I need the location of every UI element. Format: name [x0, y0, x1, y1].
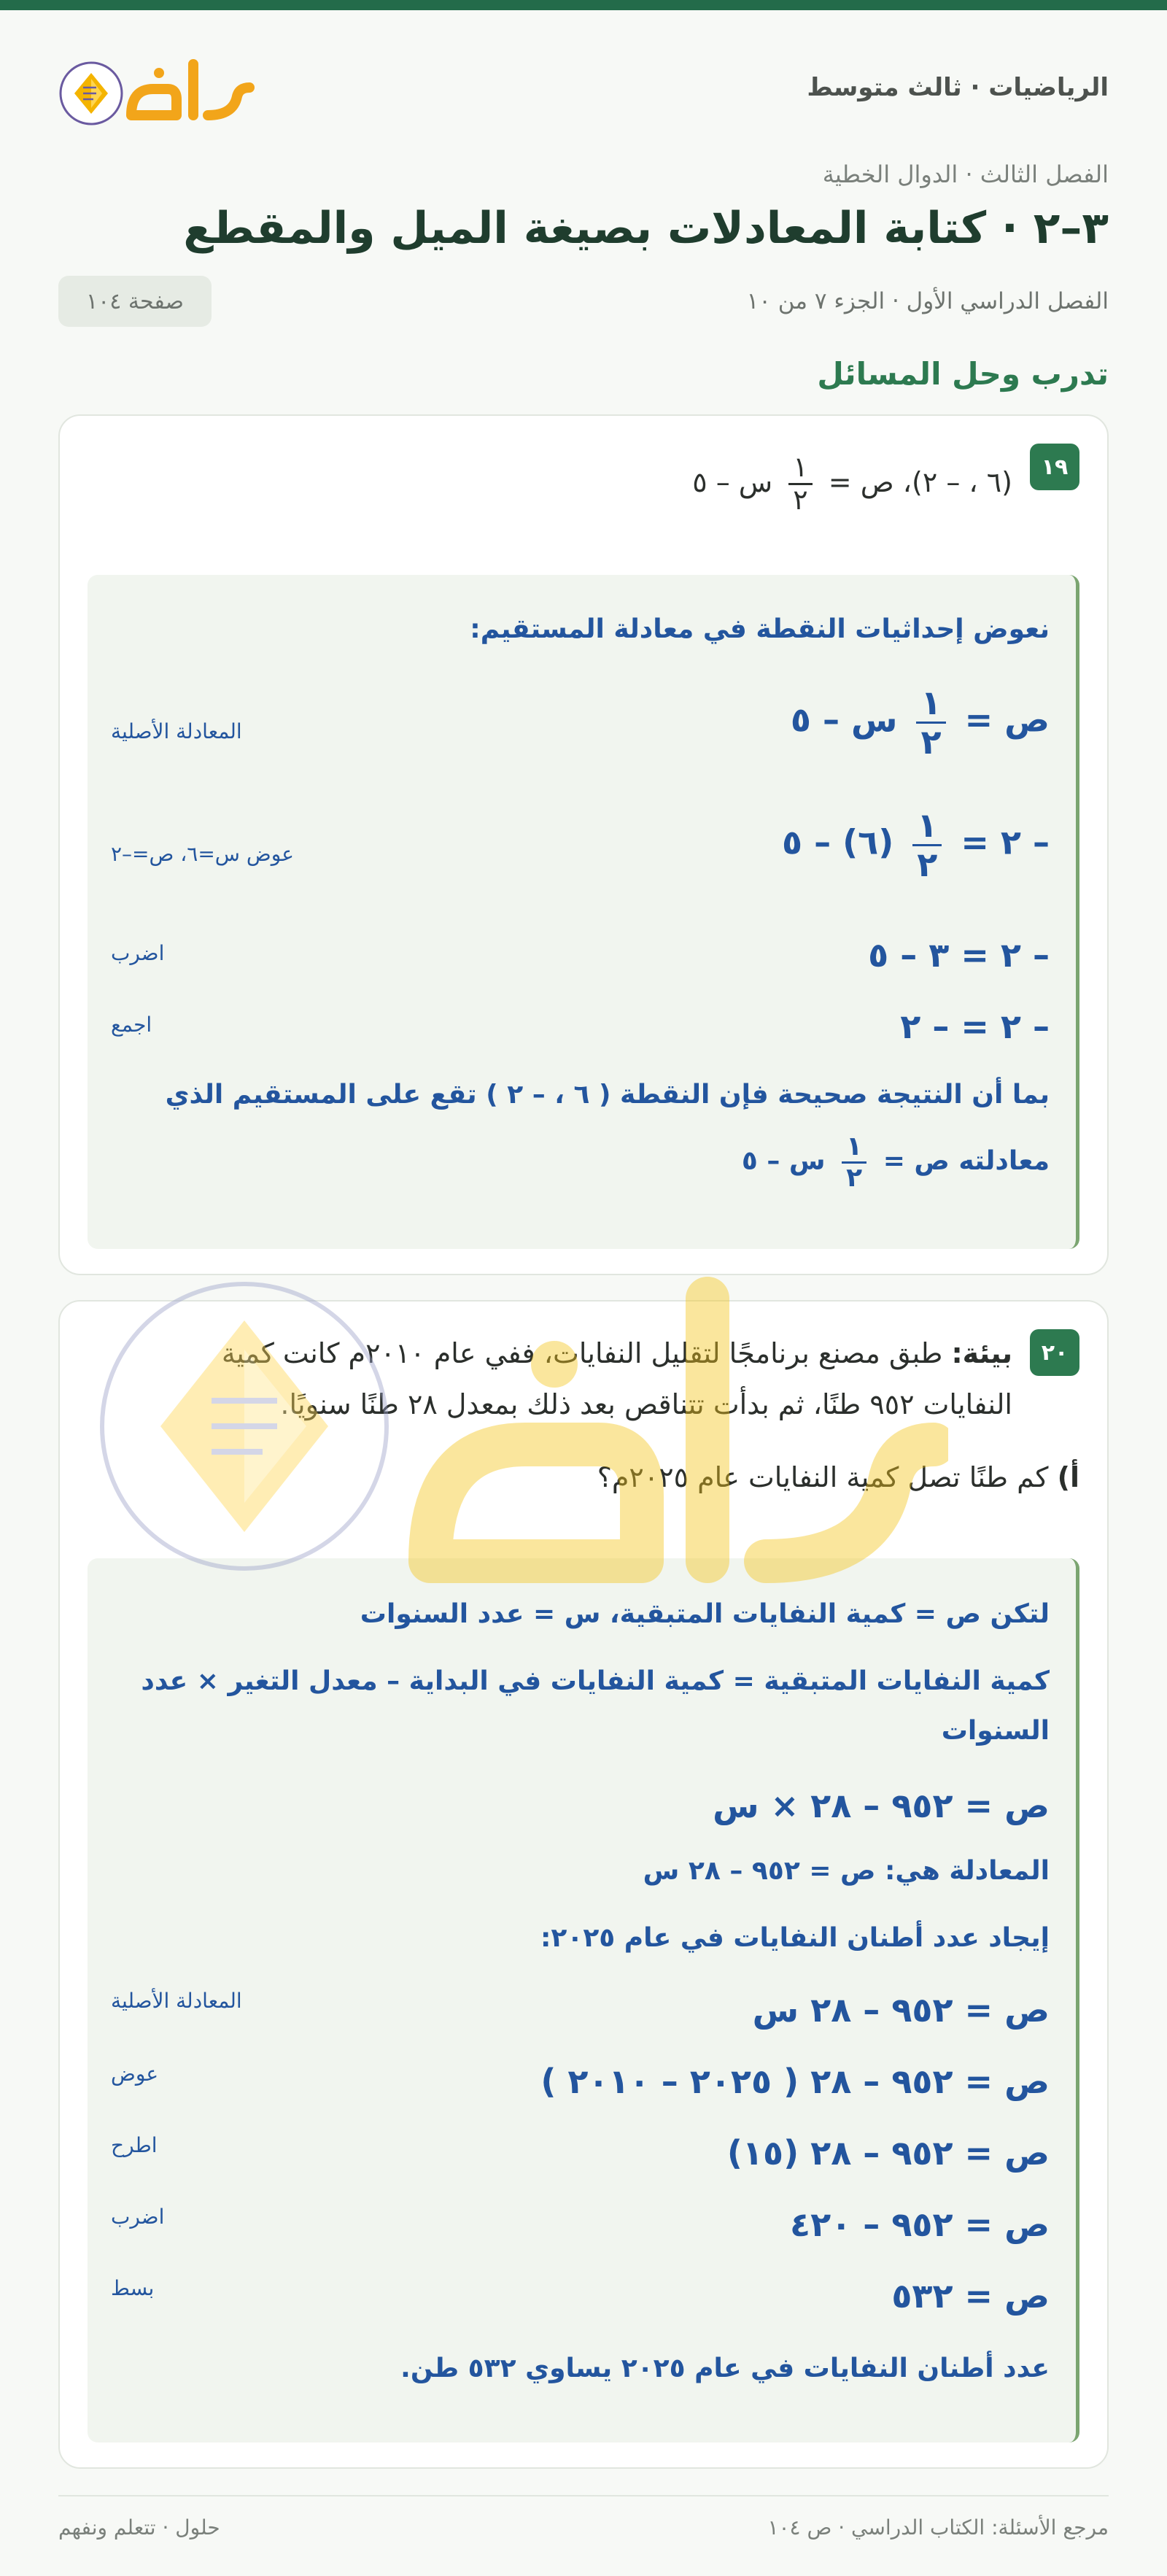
step-left: ص = [964, 700, 1050, 740]
fraction-numerator: ١ [846, 1132, 863, 1161]
question-card-19 [58, 414, 1109, 1275]
question-tail: س – ٥ [692, 465, 773, 498]
step-right: (٦) – ٥ [781, 822, 894, 862]
term-label: الفصل الدراسي الأول · الجزء ٧ من ١٠ [746, 288, 1109, 314]
step-note: المعادلة الأصلية [111, 719, 242, 743]
fraction-denominator: ٢ [842, 1161, 866, 1193]
step-note: اطرح [111, 2133, 158, 2157]
question-number-badge: ٢٠ [1030, 1329, 1079, 1376]
solution-equation: ص = ٩٥٢ – ٢٨ × س [713, 1786, 1050, 1825]
solution-step: ص = ٩٥٢ – ٢٨ (١٥) [726, 2133, 1050, 2173]
solution-step: – ٢ = – ٢ [900, 1007, 1050, 1046]
step-note: اضرب [111, 2205, 165, 2229]
step-note: المعادلة الأصلية [111, 1989, 242, 2013]
question-part [597, 1452, 1079, 1503]
conclusion-left: معادلته ص = [883, 1146, 1050, 1177]
footer-slogan: حلول · تتعلم ونفهم [58, 2515, 220, 2540]
solution-step [782, 807, 1050, 883]
solution-conclusion: بما أن النتيجة صحيحة فإن النقطة ( ٦ ، – ٢ ) تقع على المستقيم الذي [165, 1080, 1050, 1110]
solution-rule: السنوات [941, 1716, 1050, 1746]
fraction-denominator: ٢ [788, 483, 812, 516]
solution-step: ص = ٩٥٢ – ٢٨ س [752, 1990, 1050, 2030]
question-label: بيئة: [951, 1337, 1012, 1369]
question-number-badge: ١٩ [1030, 444, 1079, 490]
solution-step [791, 684, 1050, 760]
part-text: كم طنًا تصل كمية النفايات عام ٢٠٢٥م؟ [597, 1461, 1049, 1493]
solution-box [88, 575, 1079, 1249]
fraction-denominator: ٢ [916, 722, 945, 761]
solution-step: – ٢ = ٣ – ٥ [868, 935, 1050, 975]
subject-label: الرياضيات · ثالث متوسط [807, 73, 1109, 102]
step-note: اجمع [111, 1013, 152, 1037]
step-note: بسط [111, 2276, 155, 2300]
solution-step: ص = ٩٥٢ – ٤٢٠ [790, 2205, 1050, 2244]
part-label: أ) [1057, 1461, 1079, 1493]
solution-rule: كمية النفايات المتبقية = كمية النفايات في البداية – معدل التغير × عدد [141, 1666, 1050, 1696]
question-point: (٦ ، – ٢)، ص = [828, 465, 1012, 498]
footer-divider [58, 2495, 1109, 2496]
fraction [916, 684, 945, 760]
question-text-line1: طبق مصنع برنامجًا لتقليل النفايات، ففي عام ٢٠١٠م كانت كمية [221, 1337, 943, 1369]
solution-intro: نعوض إحداثيات النقطة في معادلة المستقيم: [470, 614, 1050, 644]
solution-answer: عدد أطنان النفايات في عام ٢٠٢٥ يساوي ٥٣٢ طن. [400, 2353, 1050, 2383]
question-text [692, 452, 1012, 516]
solution-find: إيجاد عدد أطنان النفايات في عام ٢٠٢٥: [540, 1923, 1050, 1953]
fraction-denominator: ٢ [912, 844, 942, 883]
step-note: اضرب [111, 941, 165, 965]
page-header [58, 45, 1109, 140]
solution-box [88, 1558, 1079, 2442]
top-accent-bar [0, 0, 1167, 10]
chapter-label: الفصل الثالث · الدوال الخطية [822, 160, 1109, 188]
fraction-numerator: ١ [917, 805, 938, 845]
question-text [222, 1328, 1012, 1379]
solution-step: ص = ٥٣٢ [891, 2276, 1050, 2316]
step-left: – ٢ = [961, 822, 1050, 862]
fraction [912, 807, 942, 883]
page-number-badge: صفحة ١٠٤ [58, 276, 212, 327]
brand-logo[interactable] [58, 45, 263, 140]
section-title: تدرب وحل المسائل [817, 356, 1109, 392]
step-note: عوض [111, 2062, 159, 2086]
conclusion-right: س – ٥ [741, 1146, 826, 1177]
solution-step: ص = ٩٥٢ – ٢٨ ( ٢٠٢٥ – ٢٠١٠ ) [540, 2062, 1050, 2101]
question-text-line2: النفايات ٩٥٢ طنًا، ثم بدأت تتناقص بعد ذلك بمعدل ٢٨ طنًا سنويًا. [280, 1388, 1012, 1420]
fraction [788, 452, 812, 516]
solution-conclusion [742, 1132, 1050, 1192]
fraction-numerator: ١ [793, 451, 808, 483]
page-title: ٣–٢ · كتابة المعادلات بصيغة الميل والمقطع [183, 203, 1109, 254]
brand-logo-mark [58, 45, 263, 140]
solution-let: لتكن ص = كمية النفايات المتبقية، س = عدد السنوات [360, 1599, 1050, 1629]
fraction [842, 1132, 866, 1192]
step-right: س – ٥ [790, 700, 898, 740]
solution-equation-statement: المعادلة هي: ص = ٩٥٢ – ٢٨ س [643, 1856, 1050, 1886]
footer-reference: مرجع الأسئلة: الكتاب الدراسي · ص ١٠٤ [767, 2515, 1109, 2540]
step-note: عوض س=٦، ص=–٢ [111, 842, 294, 866]
question-card-20 [58, 1300, 1109, 2469]
fraction-numerator: ١ [920, 683, 942, 722]
